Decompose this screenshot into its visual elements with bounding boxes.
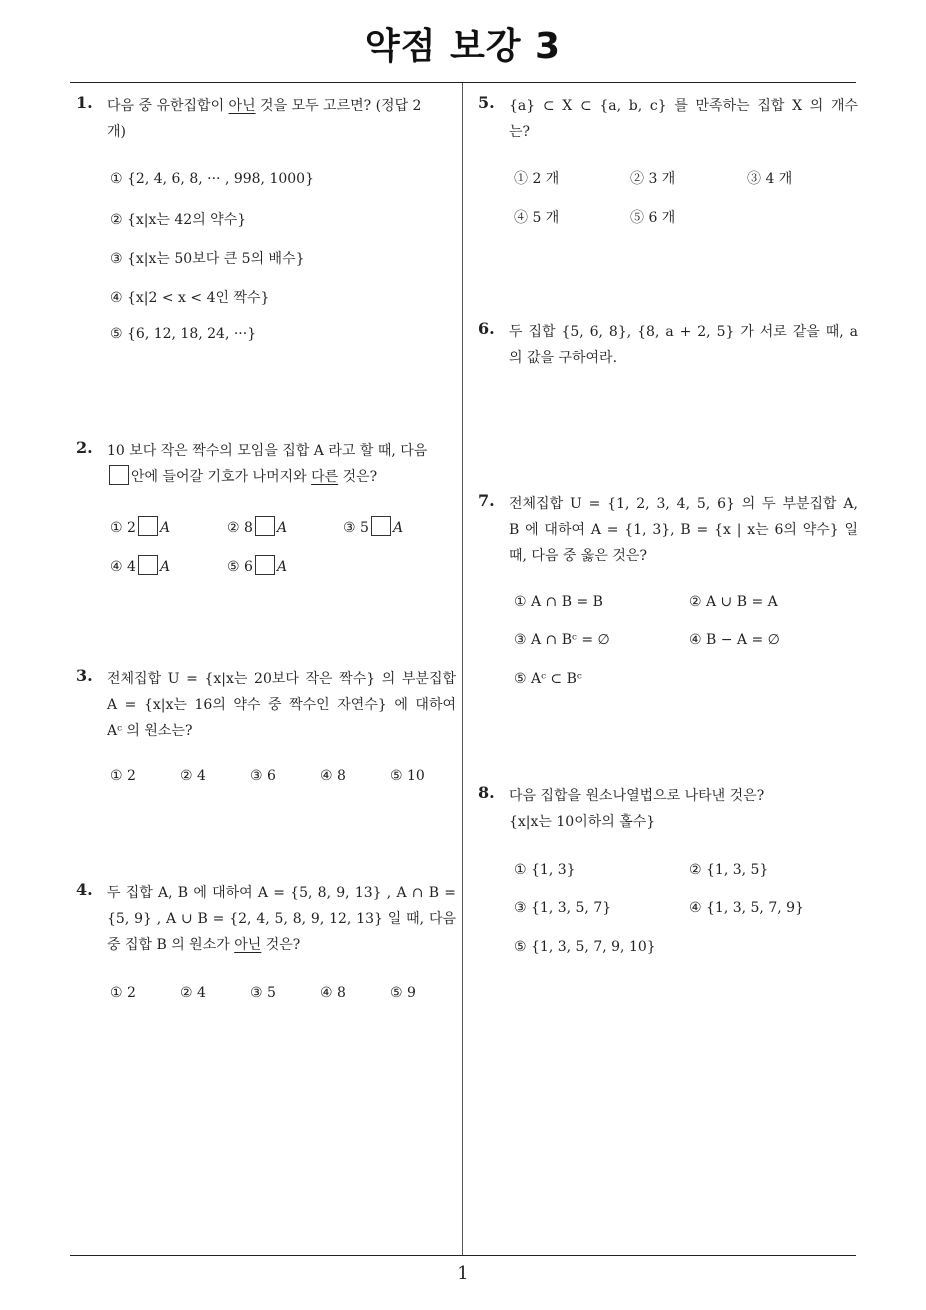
answer-option[interactable]: ③ {1, 3, 5, 7}: [514, 900, 612, 916]
answer-option[interactable]: ② A ∪ B = A: [689, 594, 778, 610]
question-text-line: 때, 다음 중 옳은 것은?: [509, 548, 647, 564]
question-number: 3.: [76, 666, 93, 685]
answer-option[interactable]: ④ {x|2 < x < 4인 짝수}: [110, 290, 270, 306]
answer-option[interactable]: ⑤ Aᶜ ⊂ Bᶜ: [514, 671, 582, 687]
question-text-line: 중 집합 B 의 원소가 아닌 것은?: [107, 937, 301, 953]
question-number: 2.: [76, 438, 93, 457]
emphasis-underline: 아닌: [228, 98, 256, 114]
question-text-line: A = {x|x는 16의 약수 중 짝수인 자연수} 에 대하여: [107, 697, 456, 713]
question-number: 4.: [76, 880, 93, 899]
answer-option[interactable]: ② {1, 3, 5}: [689, 862, 769, 878]
answer-option[interactable]: ② 4: [180, 768, 206, 784]
answer-option[interactable]: ① 2: [110, 985, 136, 1001]
page-number: 1: [457, 1263, 469, 1284]
question-text-line: Aᶜ 의 원소는?: [107, 723, 193, 739]
answer-option[interactable]: ⑤ 6 개: [630, 210, 676, 226]
answer-option[interactable]: ⑤ 6 A: [227, 555, 287, 575]
answer-option[interactable]: ④ B − A = ∅: [689, 632, 780, 648]
answer-option[interactable]: ④ 5 개: [514, 210, 560, 226]
emphasis-underline: 다른: [311, 469, 339, 485]
answer-option[interactable]: ③ 6: [250, 768, 276, 784]
question-text-line: {5, 9} , A ∪ B = {2, 4, 5, 8, 9, 12, 13} 일 때, 다음: [107, 911, 456, 927]
question-text-line: 10 보다 작은 짝수의 모임을 집합 A 라고 할 때, 다음: [107, 443, 428, 459]
question-text-line: 전체집합 U = {x|x는 20보다 작은 짝수} 의 부분집합: [107, 671, 456, 687]
answer-option[interactable]: ② 3 개: [630, 171, 676, 187]
answer-option[interactable]: ③ A ∩ Bᶜ = ∅: [514, 632, 610, 648]
answer-option[interactable]: ① A ∩ B = B: [514, 594, 603, 610]
answer-option[interactable]: ⑤ 10: [390, 768, 425, 784]
answer-blank-box: [255, 516, 275, 536]
answer-option[interactable]: ④ 8: [320, 768, 346, 784]
question-text-line: 두 집합 {5, 6, 8}, {8, a + 2, 5} 가 서로 같을 때, a: [509, 324, 858, 340]
question-text-line: B 에 대하여 A = {1, 3}, B = {x | x는 6의 약수} 일: [509, 522, 858, 538]
question-number: 6.: [478, 319, 495, 338]
question-text-line: 의 값을 구하여라.: [509, 350, 618, 366]
question-text-line: 안에 들어갈 기호가 나머지와 다른 것은?: [107, 464, 456, 490]
question-text-line: 는?: [509, 124, 531, 140]
question-text-line: {a} ⊂ X ⊂ {a, b, c} 를 만족하는 집합 X 의 개수: [509, 98, 858, 114]
answer-option[interactable]: ③ 5: [250, 985, 276, 1001]
question-number: 5.: [478, 93, 495, 112]
question-text-line: 두 집합 A, B 에 대하여 A = {5, 8, 9, 13} , A ∩ B =: [107, 885, 456, 901]
answer-option[interactable]: ③ 5 A: [343, 516, 403, 536]
answer-option[interactable]: ⑤ {1, 3, 5, 7, 9, 10}: [514, 939, 656, 955]
answer-blank-box: [255, 555, 275, 575]
question-number: 7.: [478, 491, 495, 510]
answer-option[interactable]: ② 8 A: [227, 516, 287, 536]
answer-blank-box: [109, 465, 129, 485]
answer-blank-box: [138, 555, 158, 575]
answer-option[interactable]: ② {x|x는 42의 약수}: [110, 212, 247, 228]
answer-option[interactable]: ⑤ 9: [390, 985, 416, 1001]
bottom-rule: [70, 1255, 856, 1256]
answer-option[interactable]: ① 2 개: [514, 171, 560, 187]
question-text-line: 다음 집합을 원소나열법으로 나타낸 것은?: [509, 788, 765, 804]
answer-option[interactable]: ③ 4 개: [747, 171, 793, 187]
question-text-line: {x|x는 10이하의 홀수}: [509, 814, 656, 830]
top-rule: [70, 82, 856, 83]
answer-option[interactable]: ⑤ {6, 12, 18, 24, ···}: [110, 326, 257, 342]
emphasis-underline: 아닌: [234, 937, 262, 953]
answer-option[interactable]: ④ {1, 3, 5, 7, 9}: [689, 900, 804, 916]
answer-option[interactable]: ④ 8: [320, 985, 346, 1001]
question-text-line: 다음 중 유한집합이 아닌 것을 모두 고르면? (정답 2: [107, 98, 422, 114]
page-title: 약점 보강 3: [364, 26, 562, 67]
answer-option[interactable]: ① {2, 4, 6, 8, ··· , 998, 1000}: [110, 171, 314, 187]
answer-option[interactable]: ④ 4 A: [110, 555, 170, 575]
answer-option[interactable]: ③ {x|x는 50보다 큰 5의 배수}: [110, 251, 305, 267]
answer-blank-box: [138, 516, 158, 536]
answer-option[interactable]: ② 4: [180, 985, 206, 1001]
answer-option[interactable]: ① 2: [110, 768, 136, 784]
column-divider: [462, 83, 463, 1255]
question-number: 8.: [478, 783, 495, 802]
question-text-line: 전체집합 U = {1, 2, 3, 4, 5, 6} 의 두 부분집합 A,: [509, 496, 858, 512]
question-text-line: 개): [107, 124, 126, 140]
answer-option[interactable]: ① {1, 3}: [514, 862, 576, 878]
answer-blank-box: [371, 516, 391, 536]
question-number: 1.: [76, 93, 93, 112]
answer-option[interactable]: ① 2 A: [110, 516, 170, 536]
